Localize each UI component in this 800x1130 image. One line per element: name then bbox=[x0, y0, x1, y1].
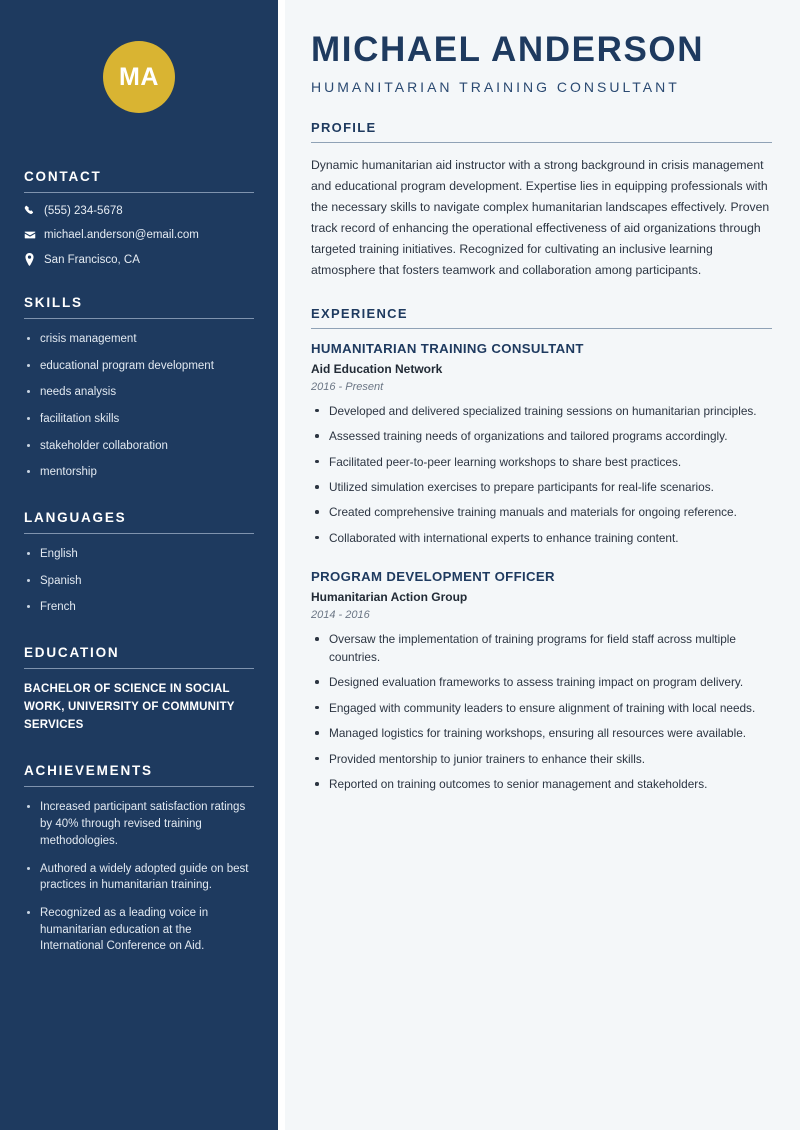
list-item: educational program development bbox=[24, 358, 254, 375]
job-bullets bbox=[311, 631, 772, 793]
sidebar-section-achievements bbox=[24, 763, 254, 954]
job-dates: 2016 - Present bbox=[311, 380, 384, 393]
sidebar bbox=[0, 0, 278, 1130]
list-item: stakeholder collaboration bbox=[24, 438, 254, 455]
job-title: PROGRAM DEVELOPMENT OFFICER bbox=[311, 569, 555, 585]
sidebar-section-contact bbox=[24, 169, 254, 266]
list-item: English bbox=[24, 546, 254, 563]
list-item: French bbox=[24, 599, 254, 616]
skills-heading: SKILLS bbox=[24, 295, 83, 310]
main-content bbox=[285, 0, 800, 1130]
divider bbox=[24, 533, 254, 534]
experience-entry bbox=[311, 569, 772, 793]
phone-icon bbox=[24, 205, 44, 217]
achievements-list bbox=[24, 799, 254, 954]
list-item: Reported on training outcomes to senior management and stakeholders. bbox=[311, 776, 772, 793]
avatar: MA bbox=[103, 41, 175, 113]
list-item: Spanish bbox=[24, 573, 254, 590]
skills-list bbox=[24, 331, 254, 481]
list-item: needs analysis bbox=[24, 384, 254, 401]
list-item: Assessed training needs of organizations and tailored programs accordingly. bbox=[311, 428, 772, 445]
page-title: MICHAEL ANDERSON bbox=[311, 30, 705, 69]
column-gutter bbox=[278, 0, 285, 1130]
list-item: Provided mentorship to junior trainers to enhance their skills. bbox=[311, 751, 772, 768]
job-dates: 2014 - 2016 bbox=[311, 609, 370, 622]
avatar-container bbox=[24, 0, 254, 113]
list-item: Designed evaluation frameworks to assess training impact on program delivery. bbox=[311, 674, 772, 691]
phone-value: (555) 234-5678 bbox=[44, 205, 123, 217]
list-item: Increased participant satisfaction ratings by 40% through revised training methodologies. bbox=[24, 799, 254, 849]
divider bbox=[24, 668, 254, 669]
profile-heading: PROFILE bbox=[311, 119, 377, 135]
job-subtitle: HUMANITARIAN TRAINING CONSULTANT bbox=[311, 78, 680, 95]
experience-entry bbox=[311, 341, 772, 548]
contact-item-location[interactable] bbox=[24, 253, 254, 266]
list-item: Developed and delivered specialized training sessions on humanitarian principles. bbox=[311, 403, 772, 420]
job-bullets bbox=[311, 403, 772, 548]
list-item: Managed logistics for training workshops, ensuring all resources were available. bbox=[311, 725, 772, 742]
divider bbox=[24, 192, 254, 193]
sidebar-section-skills bbox=[24, 295, 254, 481]
section-profile bbox=[311, 120, 772, 281]
list-item: Engaged with community leaders to ensure alignment of training with local needs. bbox=[311, 700, 772, 717]
contact-item-email[interactable] bbox=[24, 229, 254, 241]
experience-heading: EXPERIENCE bbox=[311, 305, 408, 321]
list-item: facilitation skills bbox=[24, 411, 254, 428]
list-item: Oversaw the implementation of training programs for field staff across multiple countries. bbox=[311, 631, 772, 666]
languages-list bbox=[24, 546, 254, 616]
divider bbox=[311, 142, 772, 143]
list-item: Recognized as a leading voice in humanitarian education at the International Conference on Aid. bbox=[24, 905, 254, 955]
list-item: Authored a widely adopted guide on best practices in humanitarian training. bbox=[24, 861, 254, 894]
sidebar-section-languages bbox=[24, 510, 254, 616]
contact-heading: CONTACT bbox=[24, 169, 102, 184]
job-title: HUMANITARIAN TRAINING CONSULTANT bbox=[311, 340, 584, 356]
contact-item-phone[interactable] bbox=[24, 205, 254, 217]
list-item: Created comprehensive training manuals and materials for ongoing reference. bbox=[311, 504, 772, 521]
education-degree: BACHELOR OF SCIENCE IN SOCIAL WORK, UNIVERSITY OF COMMUNITY SERVICES bbox=[24, 683, 235, 731]
map-pin-icon bbox=[24, 253, 44, 266]
job-company: Aid Education Network bbox=[311, 361, 443, 376]
job-company: Humanitarian Action Group bbox=[311, 590, 468, 605]
section-experience bbox=[311, 306, 772, 794]
education-heading: EDUCATION bbox=[24, 645, 120, 661]
languages-heading: LANGUAGES bbox=[24, 510, 127, 526]
profile-text: Dynamic humanitarian aid instructor with a strong background in crisis management and educational program development. Expertise lies in equipping professionals with the necessary skills to navigate complex humanitarian landscapes effectively. Proven track record of enhancing the operational effectiveness of aid organizations through targeted training initiatives. Recognized for cultivating an inclusive learning atmosphere that fosters teamwork and collaboration among participants. bbox=[311, 157, 770, 277]
list-item: Utilized simulation exercises to prepare participants for real-life scenarios. bbox=[311, 479, 772, 496]
list-item: Facilitated peer-to-peer learning workshops to share best practices. bbox=[311, 454, 772, 471]
list-item: mentorship bbox=[24, 464, 254, 481]
list-item: crisis management bbox=[24, 331, 254, 348]
email-value: michael.anderson@email.com bbox=[44, 229, 199, 241]
divider bbox=[311, 328, 772, 329]
divider bbox=[24, 786, 254, 787]
envelope-icon bbox=[24, 229, 44, 241]
sidebar-section-education bbox=[24, 645, 254, 734]
divider bbox=[24, 318, 254, 319]
achievements-heading: ACHIEVEMENTS bbox=[24, 763, 153, 779]
list-item: Collaborated with international experts to enhance training content. bbox=[311, 530, 772, 547]
location-value: San Francisco, CA bbox=[44, 253, 140, 266]
